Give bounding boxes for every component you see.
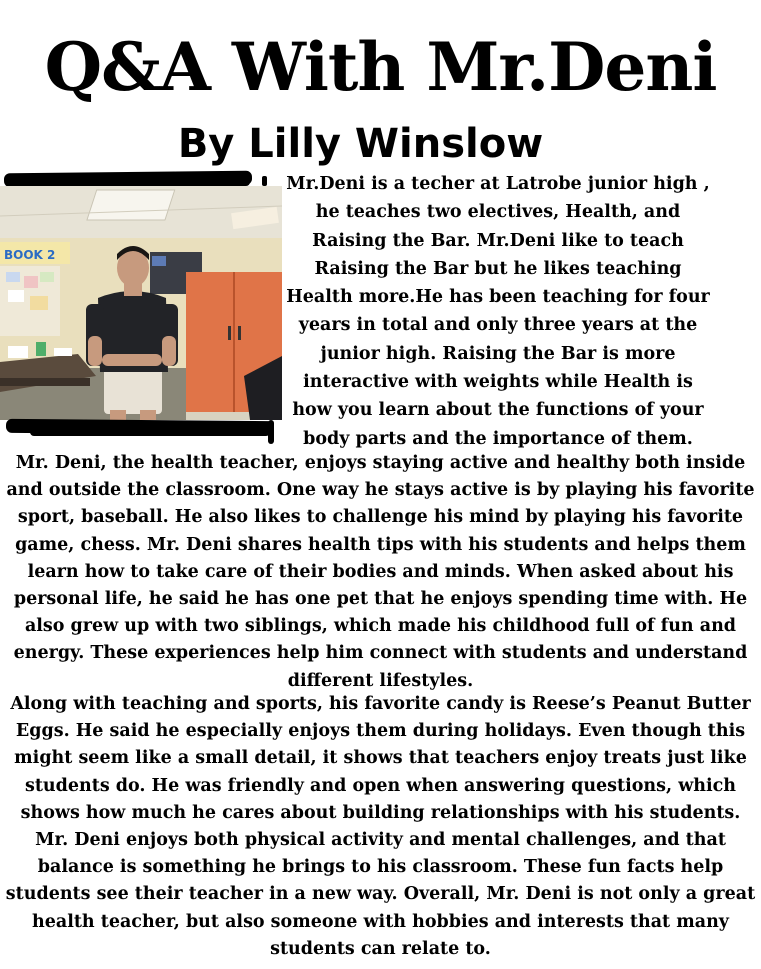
article-title: Q&A With Mr.Deni bbox=[44, 28, 717, 106]
intro-line: years in total and only three years at the bbox=[298, 315, 698, 336]
brush-stroke-bottom-inner bbox=[30, 428, 270, 436]
body-line: students can relate to. bbox=[270, 938, 491, 959]
body-line: energy. These experiences help him connect with students and understand bbox=[13, 643, 748, 664]
body-line: students do. He was friendly and open when answering questions, which bbox=[24, 775, 737, 796]
body-line: balance is something he brings to his classroom. These fun facts help bbox=[37, 857, 724, 878]
body-line: might seem like a small detail, it shows that teachers enjoy treats just like bbox=[14, 748, 747, 769]
svg-text:BOOK 2: BOOK 2 bbox=[4, 248, 56, 262]
brush-stroke-bottom-tick bbox=[268, 420, 274, 444]
intro-line: he teaches two electives, Health, and bbox=[315, 202, 681, 223]
body-line: game, chess. Mr. Deni shares health tips with his students and helps them bbox=[15, 534, 746, 555]
body-line: also grew up with two siblings, which made his childhood full of fun and bbox=[24, 616, 737, 637]
body-line: sport, baseball. He also likes to challenge his mind by playing his favorite bbox=[17, 507, 744, 528]
body-line: personal life, he said he has one pet that he enjoys spending time with. He bbox=[13, 589, 748, 610]
body-line: Mr. Deni, the health teacher, enjoys staying active and healthy both inside bbox=[15, 453, 746, 473]
body-line: and outside the classroom. One way he stays active is by playing his favorite bbox=[6, 480, 755, 501]
intro-line: how you learn about the functions of your bbox=[292, 400, 704, 421]
teacher-photo bbox=[0, 186, 282, 420]
body-line: different lifestyles. bbox=[287, 670, 474, 691]
body-line: Along with teaching and sports, his favorite candy is Reese’s Peanut Butter bbox=[10, 694, 751, 714]
body-paragraph-1 bbox=[0, 450, 761, 695]
body-line: learn how to take care of their bodies and minds. When asked about his bbox=[27, 561, 734, 582]
body-paragraph-2 bbox=[0, 691, 761, 963]
body-line: students see their teacher in a new way. Overall, Mr. Deni is not only a great bbox=[5, 884, 756, 905]
brush-stroke-top-inner bbox=[20, 178, 250, 186]
intro-line: junior high. Raising the Bar is more bbox=[320, 343, 676, 364]
intro-line: Mr.Deni is a techer at Latrobe junior high , bbox=[286, 174, 710, 194]
body-line: Eggs. He said he especially enjoys them during holidays. Even though this bbox=[15, 721, 746, 742]
body-line: shows how much he cares about building relationships with his students. bbox=[20, 802, 741, 823]
intro-line: body parts and the importance of them. bbox=[303, 428, 693, 449]
body-line: Mr. Deni enjoys both physical activity and mental challenges, and that bbox=[35, 830, 726, 851]
intro-line: Raising the Bar but he likes teaching bbox=[314, 258, 682, 279]
article-byline: By Lilly Winslow bbox=[177, 121, 544, 167]
teacher-portrait-photo-icon bbox=[0, 186, 282, 420]
intro-line: Raising the Bar. Mr.Deni like to teach bbox=[312, 230, 684, 251]
intro-line: interactive with weights while Health is bbox=[303, 372, 693, 393]
intro-line: Health more.He has been teaching for four bbox=[286, 287, 710, 308]
intro-paragraph bbox=[282, 170, 714, 453]
body-line: health teacher, but also someone with hobbies and interests that many bbox=[32, 911, 729, 932]
brush-stroke-top-tick bbox=[262, 176, 267, 186]
